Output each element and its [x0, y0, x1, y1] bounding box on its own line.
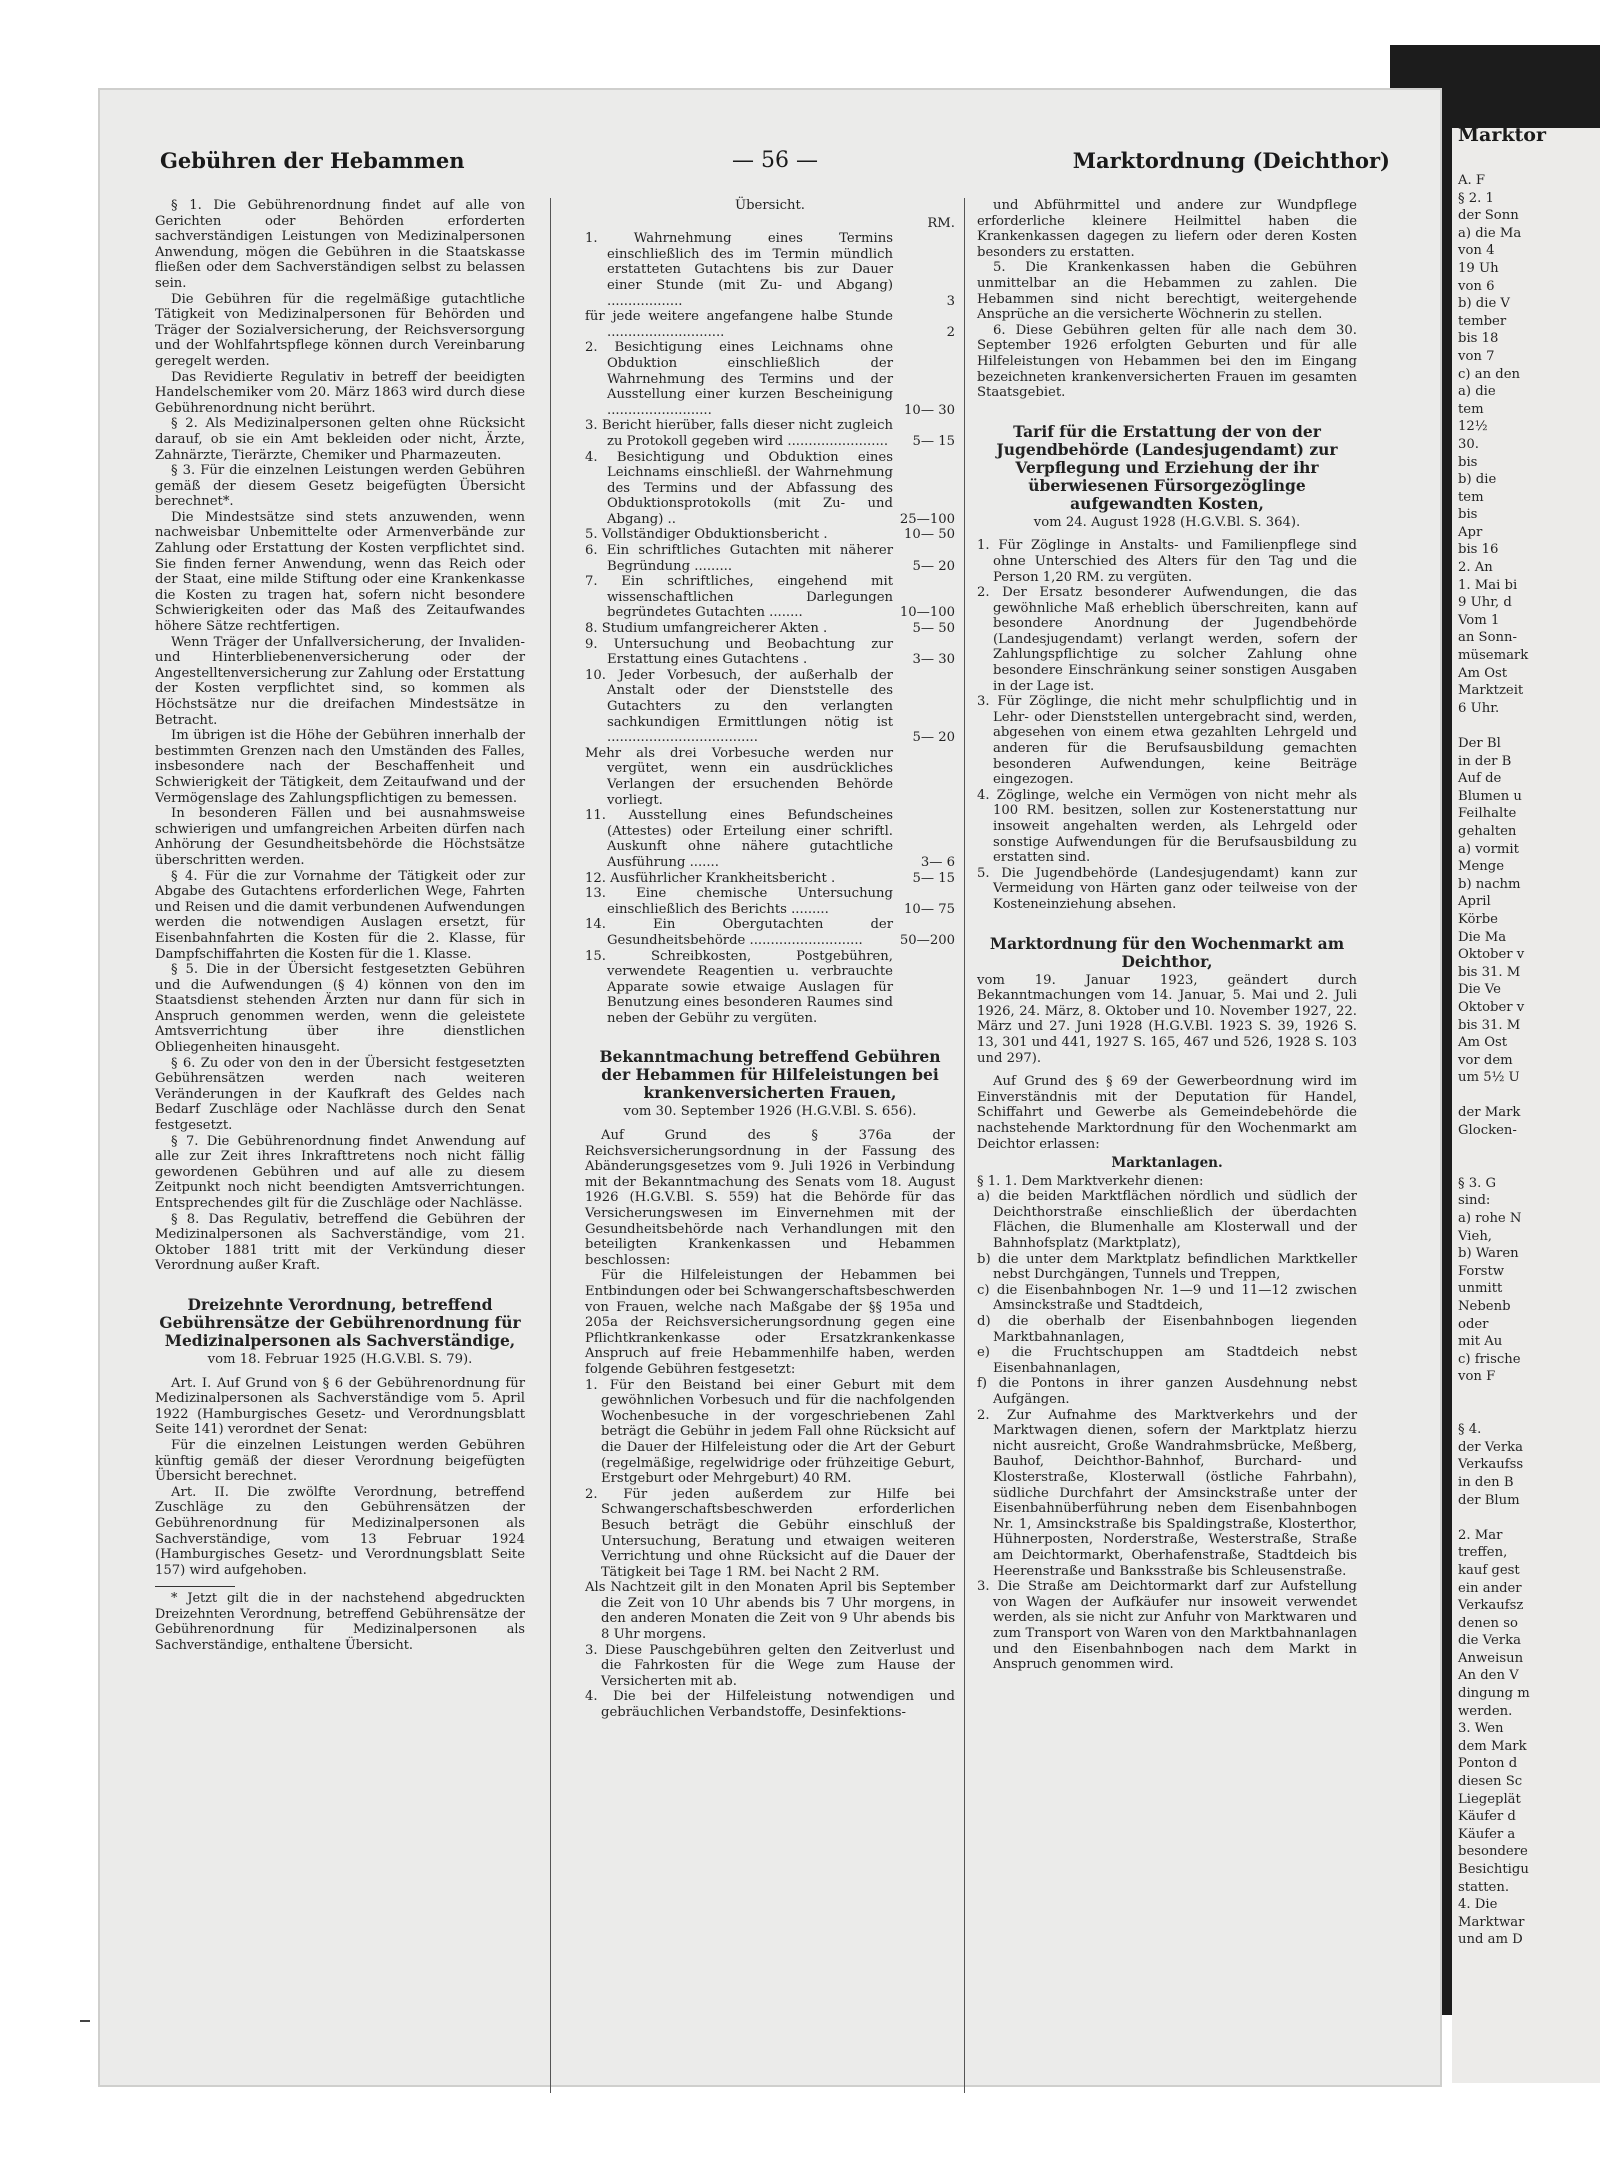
adjacent-page-line: mit Au	[1458, 1334, 1503, 1350]
adjacent-page-line: b) die V	[1458, 296, 1510, 312]
paragraph: Die Mindestsätze sind stets anzuwenden, wenn nachweisbar Unbemittelte oder Armenverbände zur Zahlung oder Erstattung der Kosten verpflichtet sind. Sie finden ferner Anwendung, wenn das Reich oder der Staat, eine milde Stiftung oder eine Krankenkasse die Kosten zu tragen hat, sofern nicht besondere Schwierigkeiten oder das Maß des Zeitaufwandes höhere Sätze rechtfertigen.	[155, 509, 525, 635]
fee-amount: 3	[946, 293, 955, 309]
adjacent-page-line: Anweisun	[1458, 1650, 1524, 1666]
section-heading-marktordnung: Marktordnung für den Wochenmarkt am Deichthor,	[989, 933, 1345, 971]
adjacent-page-line: Apr	[1458, 524, 1483, 540]
adjacent-page-line: 3. Wen	[1458, 1721, 1504, 1737]
paragraph: 6. Diese Gebühren gelten für alle nach dem 30. September 1926 erfolgten Geburten und für alle Hilfeleistungen von Hebammen bei den im Eingang bezeichneten krankenversicherten Frauen im gesamten Staatsgebiet.	[977, 322, 1357, 401]
markt-item: c) die Eisenbahnbogen Nr. 1—9 und 11—12 zwischen Amsinckstraße und Stadtdeich,	[977, 1282, 1357, 1314]
paragraph: § 3. Für die einzelnen Leistungen werden Gebühren gemäß der diesem Gesetz beigefügten Übersicht berechnet*.	[155, 463, 525, 510]
adjacent-page-line: kauf gest	[1458, 1562, 1520, 1578]
paragraph: In besonderen Fällen und bei ausnahmsweise schwierigen und umfangreichen Arbeiten dürfen nach Anhörung der Gesundheitsbehörde die Höchstsätze überschritten werden.	[155, 806, 525, 868]
adjacent-page-line: von F	[1458, 1369, 1496, 1385]
adjacent-page-line: Der Bl	[1458, 736, 1501, 751]
adjacent-page-line: Forstw	[1458, 1263, 1505, 1279]
paragraph: § 2. Als Medizinalpersonen gelten ohne Rücksicht darauf, ob sie ein Amt bekleiden oder nicht, Ärzte, Zahnärzte, Tierärzte, Chemiker und Pharmazeuten.	[155, 416, 525, 463]
section-subhead: vom 18. Februar 1925 (H.G.V.Bl. S. 79).	[207, 1351, 473, 1367]
adjacent-page-line: von 4	[1458, 243, 1495, 259]
section-heading-hebammen: Bekanntmachung betreffend Gebühren der Hebammen für Hilfeleistungen bei krankenversicherten Frauen,	[599, 1047, 941, 1103]
column-2	[585, 198, 955, 1721]
fee-description: 2. Besichtigung eines Leichnams ohne Obduktion einschließlich der Wahrnehmung des Termins und der Ausstellung einer kurzen Bescheinigung .........................	[585, 340, 893, 418]
fee-amount: 10—100	[899, 605, 955, 621]
fee-row	[585, 886, 955, 917]
fee-description: 3. Bericht hierüber, falls dieser nicht zugleich zu Protokoll gegeben wird ........................	[585, 418, 893, 449]
adjacent-page-line: c) an den	[1458, 366, 1521, 382]
adjacent-page-line	[1458, 1386, 1598, 1404]
adjacent-page-line: Verkaufsz	[1458, 1598, 1524, 1614]
markt-item: 2. Zur Aufnahme des Marktverkehrs und der Marktwagen dienen, sofern der Marktplatz hierzu nicht ausreicht, Große Wandrahmsbrücke, Meßberg, Bauhof, Deichthor-Bahnhof, Burchard- und Klosterstraße, Klosterwall (östliche Fahrbahn), südliche Durchfahrt der Amsinckstraße unter der Eisenbahnüberführung neben dem Eisenbahnbogen Nr. 1, Amsinckstraße bis Spaldingstraße, Klosterthor, Hühnerposten, Norderstraße, Westerstraße, Straße am Deichtormarkt, Oberhafenstraße, Stadtdeich bis Heerenstraße und Banksstraße bis Schleusenstraße.	[977, 1407, 1357, 1579]
markt-item: b) die unter dem Marktplatz befindlichen Marktkeller nebst Durchgängen, Tunnels und Treppen,	[977, 1251, 1357, 1283]
paragraph: Wenn Träger der Unfallversicherung, der Invaliden- und Hinterbliebenenversicherung oder der Angestelltenversicherung zur Zahlung oder Erstattung der Kosten verpflichtet sind, so kommen als Höchstsätze nur die dreifachen Mindestsätze in Betracht.	[155, 634, 525, 728]
paragraph: § 1. Die Gebührenordnung findet auf alle von Gerichten oder Behörden erforderten sachverständigen Leistungen von Medizinalpersonen Anwendung, mögen die Gebühren in die Staatskasse fließen oder dem Sachverständigen selbst zu belassen sein.	[155, 198, 525, 291]
fee-row	[585, 340, 955, 418]
fee-row	[585, 668, 955, 746]
paragraph: 5. Die Krankenkassen haben die Gebühren unmittelbar an die Hebammen zu zahlen. Die Hebammen sind nicht berechtigt, weitergehende Ansprüche an die versicherte Wöchnerin zu stellen.	[977, 260, 1357, 323]
paragraph: § 7. Die Gebührenordnung findet Anwendung auf alle zur Zeit ihres Inkrafttretens noch nicht fällig gewordenen Gebühren und auf alle zu diesem Zeitpunkt noch nicht beendigten Amtsverrichtungen. Entsprechendes gilt für die Zuschläge oder Nachlässe.	[155, 1133, 525, 1211]
paragraph: Für die Hilfeleistungen der Hebammen bei Entbindungen oder bei Schwangerschaftsbeschwerden von Frauen, welche nach Maßgabe der §§ 195a und 205a der Reichsversicherungsordnung gegen eine Pflichtkrankenkasse oder Ersatzkrankenkasse Anspruch auf freie Hebammenhilfe haben, werden folgende Gebühren festgesetzt:	[585, 1268, 955, 1377]
adjacent-page-line: Ponton d	[1458, 1756, 1518, 1772]
fee-amount: 10— 30	[904, 402, 955, 418]
adjacent-page-line: Besichtigu	[1458, 1862, 1529, 1877]
adjacent-page-line: Blumen u	[1458, 788, 1522, 804]
adjacent-page-line: a) rohe N	[1458, 1211, 1522, 1227]
column-rule	[964, 198, 965, 2093]
column-1-paragraphs	[155, 198, 525, 1274]
footnote: * Jetzt gilt die in der nachstehend abgedruckten Dreizehnten Verordnung, betreffend Gebührensätze der Gebührenordnung für Medizinalpersonen als Sachverständige, enthaltene Übersicht.	[155, 1591, 525, 1654]
paragraph: § 4. Für die zur Vornahme der Tätigkeit oder zur Abgabe des Gutachtens erforderlichen Wege, Fahrten und Reisen und die damit verbundenen Aufwendungen werden die notwendigen Auslagen ersetzt, für Eisenbahnfahrten die Kosten für die 2. Klasse, für Dampfschiffahrten die Kosten für die 1. Klasse.	[155, 868, 525, 962]
adjacent-page-line: Feilhalte	[1458, 806, 1517, 822]
fee-row	[585, 917, 955, 948]
adjacent-page-line: 12½	[1458, 419, 1488, 435]
fee-description: 7. Ein schriftliches, eingehend mit wissenschaftlichen Darlegungen begründetes Gutachten ........	[585, 574, 893, 621]
fee-amount: 5— 20	[912, 558, 955, 574]
currency-unit: RM.	[927, 215, 955, 231]
adjacent-page-line	[1458, 1509, 1598, 1527]
adjacent-page-line	[1458, 717, 1598, 735]
paragraph: Die Gebühren für die regelmäßige gutachtliche Tätigkeit von Medizinalpersonen für Behörden und Träger der Sozialversicherung, der Reichsversorgung und der Wohlfahrtspflege können durch Vereinbarung geregelt werden.	[155, 291, 525, 369]
page-header	[160, 148, 1390, 188]
markt-item: § 1. 1. Dem Marktverkehr dienen:	[977, 1173, 1204, 1189]
adjacent-page-line: 2. An	[1458, 560, 1493, 576]
column-1-articles	[155, 1376, 525, 1579]
adjacent-page-line: sind:	[1458, 1193, 1491, 1209]
section-subhead: vom 24. August 1928 (H.G.V.Bl. S. 364).	[1033, 514, 1301, 530]
markt-item: a) die beiden Marktflächen nördlich und südlich der Deichthorstraße einschließlich der überdachten Flächen, die Blumenhalle am Klosterwall und der Bahnhofsplatz (Marktplatz),	[977, 1189, 1357, 1252]
adjacent-page-line: 19 Uh	[1458, 260, 1499, 276]
adjacent-page-line: der Mark	[1458, 1105, 1521, 1121]
header-right-title: Marktordnung (Deichthor)	[1072, 148, 1390, 173]
numbered-paragraph: Als Nachtzeit gilt in den Monaten April bis September die Zeit von 10 Uhr abends bis 7 Uhr morgens, in den anderen Monaten die Zeit von 9 Uhr abends bis 8 Uhr morgens.	[585, 1580, 955, 1643]
fee-amount: 5— 50	[912, 621, 955, 637]
adjacent-page-line: April	[1458, 894, 1491, 910]
section-title-marktanlagen: Marktanlagen.	[1111, 1155, 1223, 1172]
fee-description: 1. Wahrnehmung eines Termins einschließlich des im Termin mündlich erstatteten Gutachtens bis zur Dauer einer Stunde (mit Zu- und Abgang) ..................	[585, 231, 893, 309]
adjacent-page-line: die Verka	[1458, 1633, 1521, 1649]
adjacent-page-line: Am Ost	[1458, 1035, 1508, 1051]
fee-amount: 5— 20	[912, 730, 955, 746]
adjacent-page-line: in den B	[1458, 1474, 1514, 1490]
column-1	[155, 198, 525, 1654]
tarif-item: 3. Für Zöglinge, die nicht mehr schulpflichtig und in Lehr- oder Dienststellen untergebracht sind, werden, abgesehen von einem etwa gezahlten Lehrgeld und anderen für die Berufsausbildung gemachten besonderen Aufwendungen, keine Beiträge eingezogen.	[977, 694, 1357, 788]
adjacent-page-line: dingung m	[1458, 1686, 1530, 1702]
adjacent-page-line: Auf de	[1458, 771, 1502, 787]
fee-description: für jede weitere angefangene halbe Stunde ............................	[585, 309, 893, 340]
adjacent-page-line: denen so	[1458, 1615, 1518, 1631]
markt-item: d) die oberhalb der Eisenbahnbogen liegenden Marktbahnanlagen,	[977, 1314, 1357, 1345]
numbered-paragraph: 2. Für jeden außerdem zur Hilfe bei Schwangerschaftsbeschwerden erforderlichen Besuch beträgt die Gebühr einschluß der Untersuchung, Beratung und etwaigen weiteren Verrichtung und ohne Rücksicht auf die Dauer der Tätigkeit bei Tage 1 RM. bei Nacht 2 RM.	[585, 1486, 955, 1580]
fee-description: 4. Besichtigung und Obduktion eines Leichnams einschließl. der Wahrnehmung des Termins und der Abfassung des Obduktionsprotokolls (mit Zu- und Abgang) ..	[585, 449, 893, 527]
adjacent-page-line: c) frische	[1458, 1351, 1521, 1367]
fee-amount: 50—200	[899, 932, 955, 948]
adjacent-page-line: besondere	[1458, 1844, 1528, 1860]
fee-description: 12. Ausführlicher Krankheitsbericht .	[585, 870, 836, 886]
section-subhead: vom 19. Januar 1923, geändert durch Bekanntmachungen vom 14. Januar, 5. Mai und 2. Juli 1926, 24. März, 8. Oktober und 10. November 1927, 22. März und 27. Juni 1928 (H.G.V.Bl. 1923 S. 39, 1926 S. 13, 301 und 441, 1927 S. 165, 467 und 526, 1928 S. 103 und 297).	[977, 972, 1357, 1066]
numbered-paragraph: 1. Für den Beistand bei einer Geburt mit dem gewöhnlichen Vorbesuch und für die nachfolgenden Wochenbesuche in der vorgeschriebenen Zahl beträgt die Gebühr in jedem Fall ohne Rücksicht auf die Dauer der Hilfeleistung oder die Art der Geburt (regelmäßige, regelwidrige oder frühzeitige Geburt, Erstgeburt oder Mehrgeburt) 40 RM.	[585, 1377, 955, 1487]
numbered-paragraph: 3. Diese Pauschgebühren gelten den Zeitverlust und die Fahrkosten für die Wege zum Hause der Versicherten mit ab.	[585, 1642, 955, 1689]
adjacent-page-line: 9 Uhr, d	[1458, 595, 1512, 611]
column-rule	[550, 198, 551, 2093]
adjacent-page-line	[1458, 1087, 1598, 1105]
fee-amount: 2	[946, 324, 955, 340]
adjacent-page-line: bis 18	[1458, 331, 1499, 347]
adjacent-page-line: Körbe	[1458, 911, 1498, 927]
adjacent-page-line: Liegeplät	[1458, 1791, 1521, 1807]
adjacent-page-line: an Sonn-	[1458, 630, 1517, 646]
fee-row	[585, 871, 955, 887]
adjacent-page-line: um 5½ U	[1458, 1070, 1520, 1086]
adjacent-page-line: tember	[1458, 313, 1507, 329]
fee-description: 14. Ein Obergutachten der Gesundheitsbehörde ...........................	[585, 917, 893, 948]
adjacent-page-line: Käufer d	[1458, 1809, 1516, 1825]
adjacent-page-line	[1458, 1157, 1598, 1175]
adjacent-page-line: b) Waren	[1458, 1246, 1519, 1262]
adjacent-page-line: Vieh,	[1458, 1228, 1492, 1244]
adjacent-page-line: Nebenb	[1458, 1299, 1511, 1314]
adjacent-page-line: der Verka	[1458, 1439, 1524, 1455]
fee-amount: 5— 15	[912, 870, 955, 886]
paragraph: Art. I. Auf Grund von § 6 der Gebührenordnung für Medizinalpersonen als Sachverständige vom 5. April 1922 (Hamburgisches Gesetz- und Verordnungsblatt Seite 141) verordnet der Senat:	[155, 1375, 525, 1438]
paragraph: Das Revidierte Regulativ in betreff der beeidigten Handelschemiker vom 20. März 1863 wird durch diese Gebührenordnung nicht berührt.	[155, 369, 525, 416]
fee-description: 15. Schreibkosten, Postgebühren, verwendete Reagentien u. verbrauchte Apparate sowie etwaige Auslagen für Benutzung eines besonderen Raumes sind neben der Gebühr zu vergüten.	[585, 948, 893, 1026]
numbered-paragraph: 4. Die bei der Hilfeleistung notwendigen und gebräuchlichen Verbandstoffe, Desinfektions-	[585, 1689, 955, 1721]
fee-row	[585, 543, 955, 574]
document-page	[100, 90, 1440, 2085]
adjacent-page-line: Marktzeit	[1458, 683, 1524, 699]
adjacent-page-line: unmitt	[1458, 1281, 1503, 1297]
adjacent-page-line: müsemark	[1458, 648, 1529, 664]
adjacent-page-line: Menge	[1458, 859, 1505, 875]
fee-amount: 25—100	[899, 511, 955, 527]
fee-row	[585, 418, 955, 449]
fee-amount: 5— 15	[912, 433, 955, 449]
adjacent-page-line: in der B	[1458, 753, 1512, 769]
adjacent-page-line: bis	[1458, 507, 1478, 523]
adjacent-page-line: a) die	[1458, 384, 1496, 400]
adjacent-page-line: § 2. 1	[1458, 190, 1494, 206]
paragraph: § 8. Das Regulativ, betreffend die Gebühren der Medizinalpersonen als Sachverständige, vom 21. Oktober 1881 tritt mit der Verkündung dieser Verordnung außer Kraft.	[155, 1211, 525, 1274]
adjacent-page-line: Oktober v	[1458, 999, 1525, 1015]
adjacent-page-line: b) die	[1458, 472, 1497, 488]
fee-description: 11. Ausstellung eines Befundscheines (Attestes) oder Erteilung einer schriftl. Auskunft ohne nähere gutachtliche Ausführung .......	[585, 808, 893, 870]
markt-item: 3. Die Straße am Deichtormarkt darf zur Aufstellung von Wagen der Aufkäufer nur insoweit verwendet werden, als sie nicht zur Anfuhr von Marktwaren und zum Transport von Waren von den Marktbahnanlagen und den Eisenbahnbogen nach dem Markt in Anspruch genommen wird.	[977, 1579, 1357, 1673]
adjacent-page-line: und am D	[1458, 1932, 1523, 1948]
fee-description: Mehr als drei Vorbesuche werden nur vergütet, wenn ein ausdrückliches Verlangen der ersuchenden Behörde vorliegt.	[585, 745, 893, 808]
adjacent-page-line: oder	[1458, 1316, 1489, 1332]
adjacent-page-text	[1458, 172, 1598, 1949]
fee-row	[585, 621, 955, 637]
adjacent-page-line: vor dem	[1458, 1052, 1513, 1068]
adjacent-page-line: § 3. G	[1458, 1175, 1497, 1191]
fee-row	[585, 527, 955, 543]
adjacent-page-line: Die Ve	[1458, 982, 1501, 998]
adjacent-page-line: 2. Mar	[1458, 1527, 1503, 1543]
adjacent-page-line: von 6	[1458, 278, 1495, 294]
fee-description: 5. Vollständiger Obduktionsbericht .	[585, 527, 828, 543]
markt-item: e) die Fruchtschuppen am Stadtdeich nebst Eisenbahnanlagen,	[977, 1345, 1357, 1376]
tarif-item: 2. Der Ersatz besonderer Aufwendungen, die das gewöhnliche Maß erheblich überschreiten, kann auf besondere Anordnung der Jugendbehörde (Landesjugendamt) verlangt werden, sofern der Zahlungspflichtige zu solcher Zahlung ohne besondere Einschränkung seiner sonstigen Ausgaben in der Lage ist.	[977, 585, 1357, 694]
header-left-title: Gebühren der Hebammen	[160, 148, 465, 173]
fee-row	[585, 637, 955, 668]
adjacent-page-line: 6 Uhr.	[1458, 700, 1500, 716]
adjacent-page-line: Marktwar	[1458, 1914, 1525, 1930]
fee-description: 8. Studium umfangreicherer Akten .	[585, 621, 828, 637]
adjacent-page-line: 4. Die	[1458, 1897, 1498, 1913]
adjacent-page-line: gehalten	[1458, 823, 1517, 839]
fee-amount: 10— 75	[904, 901, 955, 917]
section-heading-tarif: Tarif für die Erstattung der von der Jugendbehörde (Landesjugendamt) zur Verpflegung und Erziehung der ihr überwiesenen Fürsorgezöglinge aufgewandten Kosten,	[996, 421, 1338, 513]
page-number: — 56 —	[732, 148, 818, 173]
paragraph: Auf Grund des § 376a der Reichsversicherungsordnung in der Fassung des Abänderungsgesetzes vom 9. Juli 1926 in Verbindung mit der Bekanntmachung des Senats vom 18. August 1926 (H.G.V.Bl. S. 559) hat die Behörde für das Versicherungswesen im Einvernehmen mit der Gesundheitsbehörde nach Verhandlungen mit den beteiligten Krankenkassen und Hebammen beschlossen:	[585, 1128, 955, 1268]
adjacent-page-line: Glocken-	[1458, 1123, 1517, 1139]
adjacent-page-line: der Sonn	[1458, 208, 1519, 224]
adjacent-page-line: A. F	[1458, 173, 1486, 188]
fee-row	[585, 450, 955, 528]
tarif-item: 1. Für Zöglinge in Anstalts- und Familienpflege sind ohne Unterschied des Alters für den Tag und die Person 1,20 RM. zu vergüten.	[977, 538, 1357, 585]
adjacent-page-line: Oktober v	[1458, 947, 1525, 963]
fee-table	[585, 231, 955, 1026]
footnote-rule	[155, 1586, 235, 1587]
adjacent-page-line: 30.	[1458, 436, 1479, 452]
paragraph: § 5. Die in der Übersicht festgesetzten Gebühren und die Aufwendungen (§ 4) können von den im Staatsdienst stehenden Ärzten nur dann für sich in Anspruch genommen werden, wenn die geleistete Amtsverrichtung über ihre dienstlichen Obliegenheiten hinausgeht.	[155, 962, 525, 1056]
overview-title: Übersicht.	[734, 198, 806, 213]
fee-row	[585, 231, 955, 309]
adjacent-page-line: b) nachm	[1458, 876, 1521, 892]
section-subhead: vom 30. September 1926 (H.G.V.Bl. S. 656).	[623, 1104, 917, 1120]
paragraph: Im übrigen ist die Höhe der Gebühren innerhalb der bestimmten Grenzen nach den Umständen des Falles, insbesondere nach der Beschaffenheit und Schwierigkeit der Tätigkeit, dem Zeitaufwand und der Vermögenslage des Zahlungspflichtigen zu bemessen.	[155, 728, 525, 806]
section-heading-verordnung: Dreizehnte Verordnung, betreffend Gebührensätze der Gebührenordnung für Medizinalpersonen als Sachverständige,	[159, 1294, 521, 1350]
adjacent-page-line: Verkaufss	[1458, 1457, 1524, 1473]
fee-description: 10. Jeder Vorbesuch, der außerhalb der Anstalt oder der Dienststelle des Gutachters zu den verlangten sachkundigen Ermittlungen nötig ist ....................................	[585, 667, 893, 746]
marktordnung-list	[977, 1174, 1357, 1673]
adjacent-page-line: bis 31. M	[1458, 964, 1521, 980]
paragraph: Art. II. Die zwölfte Verordnung, betreffend Zuschläge zu den Gebührensätzen der Gebührenordnung für Medizinalpersonen als Sachverständige, vom 13 Februar 1924 (Hamburgisches Gesetz- und Verordnungsblatt Seite 157) wird aufgehoben.	[155, 1484, 525, 1578]
fee-amount: 3— 30	[912, 652, 955, 668]
adjacent-page-line: werden.	[1458, 1703, 1513, 1719]
adjacent-page-line: Vom 1	[1458, 612, 1500, 628]
adjacent-page-line: tem	[1458, 489, 1484, 505]
adjacent-page-line: dem Mark	[1458, 1738, 1527, 1754]
column-2-numbered	[585, 1378, 955, 1721]
fee-row	[585, 808, 955, 870]
adjacent-page-line: § 4.	[1458, 1422, 1482, 1438]
fee-row	[585, 574, 955, 621]
scan-mark	[80, 2020, 90, 2022]
adjacent-page-line	[1458, 1140, 1598, 1158]
fee-description: 13. Eine chemische Untersuchung einschließlich des Berichts .........	[585, 886, 893, 917]
paragraph: Für die einzelnen Leistungen werden Gebühren künftig gemäß der dieser Verordnung beigefügten Übersicht berechnet.	[155, 1437, 525, 1485]
adjacent-page	[1452, 128, 1600, 2083]
adjacent-page-line: bis 16	[1458, 542, 1499, 558]
adjacent-page-line: bis	[1458, 454, 1478, 470]
fee-amount: 10— 50	[904, 527, 955, 543]
fee-row	[585, 746, 955, 808]
adjacent-page-line: treffen,	[1458, 1545, 1508, 1561]
adjacent-page-line: ein ander	[1458, 1580, 1522, 1596]
adjacent-page-line: Käufer a	[1458, 1826, 1516, 1842]
adjacent-page-line: bis 31. M	[1458, 1017, 1521, 1033]
tarif-item: 4. Zöglinge, welche ein Vermögen von nicht mehr als 100 RM. besitzen, sollen zur Kostenerstattung nur insoweit angehalten werden, als Lehrgeld oder sonstige Aufwendungen für die Berufsausbildung zu erstatten sind.	[977, 787, 1357, 866]
adjacent-page-line: a) die Ma	[1458, 225, 1522, 241]
fee-row	[585, 949, 955, 1027]
tarif-list	[977, 538, 1357, 912]
column-3	[977, 198, 1357, 1673]
paragraph: § 6. Zu oder von den in der Übersicht festgesetzten Gebührensätzen werden nach weiteren Veränderungen in der Kaufkraft des Geldes nach Bedarf Zuschläge oder Nachlässe durch den Senat festgesetzt.	[155, 1055, 525, 1134]
adjacent-page-line	[1458, 1404, 1598, 1422]
fee-amount: 3— 6	[920, 854, 955, 870]
marktordnung-intro: Auf Grund des § 69 der Gewerbeordnung wird im Einverständnis mit der Deputation für Handel, Schiffahrt und Gewerbe als Gemeindebehörde die nachstehende Marktordnung für den Wochenmarkt am Deichtor erlassen:	[977, 1074, 1357, 1152]
adjacent-page-line: der Blum	[1458, 1492, 1520, 1508]
adjacent-page-header: Marktor	[1458, 128, 1546, 146]
column-2-paragraphs	[585, 1128, 955, 1378]
adjacent-page-line: tem	[1458, 401, 1484, 417]
fee-description: 9. Untersuchung und Beobachtung zur Erstattung eines Gutachtens .	[585, 636, 893, 668]
paragraph: und Abführmittel und andere zur Wundpflege erforderliche kleinere Heilmittel haben die Krankenkassen dagegen zu liefern oder deren Kosten besonders zu erstatten.	[977, 198, 1357, 260]
adjacent-page-line: von 7	[1458, 348, 1495, 364]
adjacent-page-line: Am Ost	[1458, 665, 1508, 681]
adjacent-page-line: a) vormit	[1458, 841, 1519, 857]
adjacent-page-line: diesen Sc	[1458, 1774, 1523, 1790]
adjacent-page-line: 1. Mai bi	[1458, 577, 1518, 593]
adjacent-page-line: statten.	[1458, 1879, 1510, 1895]
adjacent-page-line: An den V	[1458, 1668, 1519, 1684]
column-3-continuation	[977, 198, 1357, 401]
fee-description: 6. Ein schriftliches Gutachten mit näherer Begründung .........	[585, 543, 893, 574]
adjacent-page-line: Die Ma	[1458, 929, 1507, 945]
fee-row	[585, 309, 955, 340]
tarif-item: 5. Die Jugendbehörde (Landesjugendamt) kann zur Vermeidung von Härten ganz oder teilweise von der Kosteneinziehung absehen.	[977, 865, 1357, 912]
markt-item: f) die Pontons in ihrer ganzen Ausdehnung nebst Aufgängen.	[977, 1376, 1357, 1407]
